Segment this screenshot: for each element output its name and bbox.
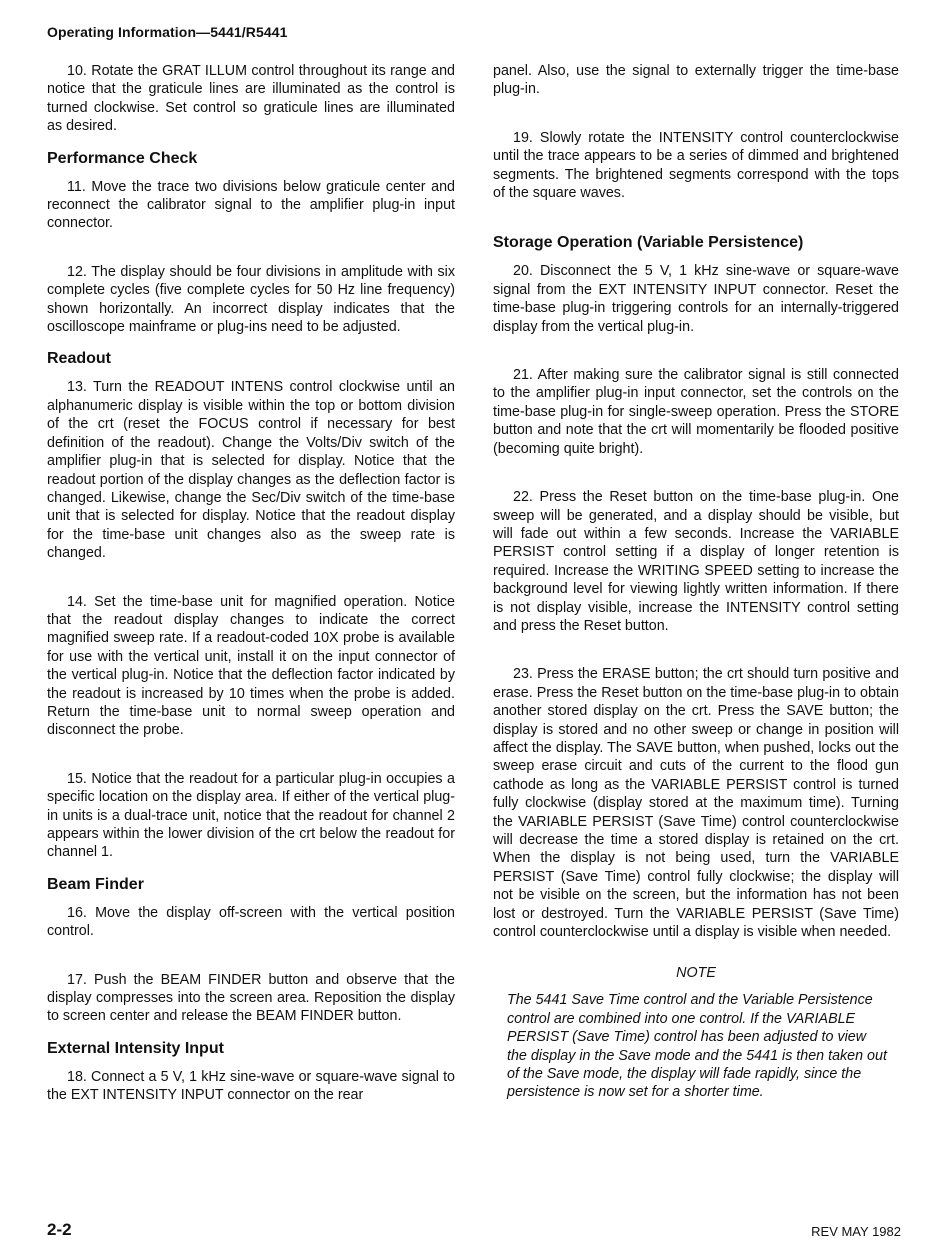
page-number: 2-2	[47, 1220, 72, 1239]
revision-date: REV MAY 1982	[811, 1224, 901, 1239]
page-header: Operating Information—5441/R5441	[47, 24, 288, 40]
step-22: 22. Press the Reset button on the time-base plug-in. One sweep will be generated, and a display should be visible, but will fade out within a few seconds. Increase the VARIABLE PERSIST control setting if a display of longer retention is required. Increase the WRITING SPEED setting to increase the background level for viewing lightly written information. If there is not display visible, increase the INTENSITY control setting and press the Reset button.	[493, 489, 899, 634]
step-19: 19. Slowly rotate the INTENSITY control counterclockwise until the trace appears to be a series of dimmed and brightened segments. The brightened segments correspond with the tops of the square waves.	[493, 129, 899, 202]
step-20: 20. Disconnect the 5 V, 1 kHz sine-wave or square-wave signal from the EXT INTENSITY INPUT connector. Reset the time-base plug-in triggering controls for an internally-triggered display from the vertical plug-in.	[493, 263, 899, 335]
note-body: The 5441 Save Time control and the Variable Persistence control are combined into one control. If the VARIABLE PERSIST (Save Time) control has been adjusted to view the display in the Save mode and the 5441 is then taken out of the Save mode, the display will fade rapidly, since the persistence is now set for a shorter time.	[507, 992, 887, 1101]
step-12: 12. The display should be four divisions in amplitude with six complete cycles (five complete cycles for 50 Hz line frequency) shown horizontally. An incorrect display indicates that the oscilloscope mainframe or plug-ins need to be adjusted.	[47, 263, 455, 336]
step-21: 21. After making sure the calibrator signal is still connected to the amplifier plug-in input connector, set the controls on the time-base plug-in for single-sweep operation. Press the STORE button and note that the crt will momentarily be flooded positive (becoming quite bright).	[493, 367, 899, 457]
heading-performance-check: Performance Check	[47, 149, 198, 167]
step-10: 10. Rotate the GRAT ILLUM control throughout its range and notice that the graticule lines are illuminated as the control is turned clockwise. Set control so graticule lines are illuminated as desired.	[47, 63, 455, 135]
step-23: 23. Press the ERASE button; the crt should turn positive and erase. Press the Reset button on the time-base plug-in to obtain another stored display on the crt. Press the SAVE button; the display is stored and no other sweep or change in position will affect the display. The SAVE button, when pushed, locks out the sweep erase circuit and cuts of the current to the flood gun cathode as long as the VARIABLE PERSIST control is turned fully clockwise (display stored at the maximum time). Turning the VARIABLE PERSIST (Save Time) control counterclockwise will decrease the time a stored display is retained on the crt. When the display is not being used, turn the VARIABLE PERSIST (Save Time) control fully clockwise; the display will not be visible on the screen, but the information has not been lost or destroyed. Turn the VARIABLE PERSIST (Save Time) control counterclockwise until a display is visible when needed.	[493, 666, 899, 941]
heading-readout: Readout	[47, 350, 111, 368]
note-title: NOTE	[676, 965, 716, 982]
heading-storage-operation: Storage Operation (Variable Persistence)	[493, 234, 804, 252]
step-13: 13. Turn the READOUT INTENS control clockwise until an alphanumeric display is visible within the top or bottom division of the crt (reset the FOCUS control if necessary for best definition of the readout). Change the Volts/Div switch of the amplifier plug-in that is selected for display. Notice that the readout portion of the display changes as the deflection factor is changed. Likewise, change the Sec/Div switch of the time-base unit that is selected for display. Notice that the readout display for the time-base unit changes also as the sweep rate is changed.	[47, 379, 455, 562]
right-column	[493, 62, 899, 1102]
step-11: 11. Move the trace two divisions below graticule center and reconnect the calibrator signal to the amplifier plug-in input connector.	[47, 178, 455, 232]
heading-external-intensity-input: External Intensity Input	[47, 1039, 224, 1057]
heading-beam-finder: Beam Finder	[47, 875, 144, 893]
step-14: 14. Set the time-base unit for magnified operation. Notice that the readout display changes to indicate the correct magnified sweep rate. If a readout-coded 10X probe is available for use with the vertical unit, install it on the input connector of the vertical plug-in. Notice that the deflection factor indicated by the readout is increased by 10 times when the probe is added. Return the time-base unit to normal sweep operation and disconnect the probe.	[47, 593, 455, 739]
step-18: 18. Connect a 5 V, 1 kHz sine-wave or square-wave signal to the EXT INTENSITY INPUT connector on the rear	[47, 1068, 455, 1104]
step-17: 17. Push the BEAM FINDER button and observe that the display compresses into the screen area. Reposition the display to screen center and release the BEAM FINDER button.	[47, 971, 455, 1025]
step-15: 15. Notice that the readout for a particular plug-in occupies a specific location on the display area. If either of the vertical plug-in units is a dual-trace unit, notice that the readout for channel 2 appears within the lower division of the crt below the readout for channel 1.	[47, 770, 455, 861]
left-column	[47, 62, 455, 1105]
step-18-continued: panel. Also, use the signal to externally trigger the time-base plug-in.	[493, 63, 899, 98]
step-16: 16. Move the display off-screen with the vertical position control.	[47, 904, 455, 940]
